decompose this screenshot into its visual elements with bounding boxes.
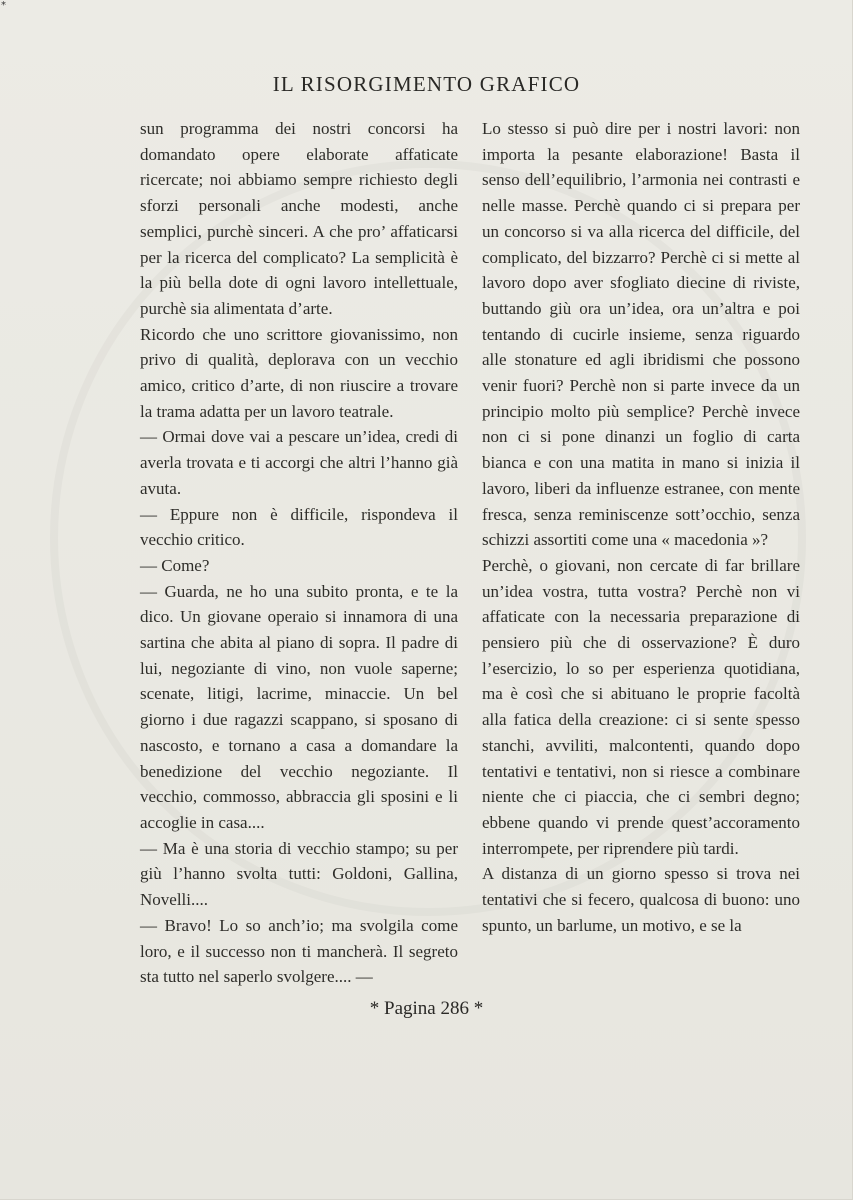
paragraph: sun programma dei nostri concorsi ha domandato opere elaborate affaticate ricercate; noi abbiamo sempre richiesto degli sforzi personali anche modesti, anche semplici, purchè sinceri. A che pro’ affaticarsi per la ricerca del complicato? La semplicità è la più bella dote di ogni lavoro intellettuale, purchè sia alimentata d’arte. [140, 119, 458, 318]
corner-mark: * [1, 0, 6, 11]
paragraph: — Eppure non è difficile, rispondeva il vecchio critico. [140, 504, 458, 550]
paragraph: Ricordo che uno scrittore giovanissimo, non privo di qualità, deplorava con un vecchio amico, critico d’arte, di non riuscire a trovare la trama adatta per un lavoro teatrale. [140, 324, 458, 421]
paragraph: — Come? [140, 555, 210, 575]
right-column [482, 116, 800, 939]
paragraph: Lo stesso si può dire per i nostri lavori: non importa la pesante elaborazione! Basta il senso dell’equilibrio, l’armonia nei contrasti e nelle masse. Perchè quando ci si prepara per un concorso si va alla ricerca del difficile, del complicato, del bizzarro? Perchè ci si mette al lavoro dopo aver sfogliato diecine di riviste, buttando giù ora un’idea, ora un’altra e poi tentando di cucirle insieme, senza riguardo alle stonature ed agli ibridismi che possono venir fuori? Perchè non si parte invece da un principio molto più semplice? Perchè invece non ci si pone dinanzi un foglio di carta bianca e con una matita in mano si inizia il lavoro, liberi da influenze estranee, con mente fresca, senza reminiscenze sott’occhio, senza schizzi assortiti come una « macedonia »? [482, 119, 800, 550]
paragraph: Perchè, o giovani, non cercate di far brillare un’idea vostra, tutta vostra? Perchè non vi affaticate con la necessaria preparazione di pensiero più che di osservazione? È duro l’esercizio, lo so per esperienza quotidiana, ma è così che si abituano le proprie facoltà alla fatica della creazione: ci si sente spesso stanchi, avviliti, malcontenti, quando dopo tentativi e tentativi, non si riesce a combinare niente che ci piaccia, che ci sembri degno; ebbene quando vi prende quest’accoramento interrompete, per riprendere più tardi. [482, 555, 800, 858]
paragraph: A distanza di un giorno spesso si trova nei tentativi che si fecero, qualcosa di buono: uno spunto, un barlume, un motivo, e se la [482, 864, 800, 935]
paragraph: — Bravo! Lo so anch’io; ma svolgila come loro, e il successo non ti mancherà. Il segreto sta tutto nel saperlo svolgere.... — [140, 915, 458, 987]
paragraph: — Ma è una storia di vecchio stampo; su per giù l’hanno svolta tutti: Goldoni, Gallina, Novelli.... [140, 838, 458, 910]
running-head: IL RISORGIMENTO GRAFICO [272, 72, 581, 96]
page-number: * Pagina 286 * [369, 998, 484, 1019]
paragraph: — Ormai dove vai a pescare un’idea, credi di averla trovata e ti accorgi che altri l’hanno già avuta. [140, 427, 458, 498]
left-column [140, 116, 458, 990]
paragraph: — Guarda, ne ho una subito pronta, e te la dico. Un giovane operaio si innamora di una sartina che abita al piano di sopra. Il padre di lui, negoziante di vino, non vuole saperne; scenate, litigi, lacrime, minaccie. Un bel giorno i due ragazzi scappano, si sposano di nascosto, e tornano a casa a domandare la benedizione del vecchio negoziante. Il vecchio, commosso, abbraccia gli sposini e li accoglie in casa.... [140, 581, 458, 832]
